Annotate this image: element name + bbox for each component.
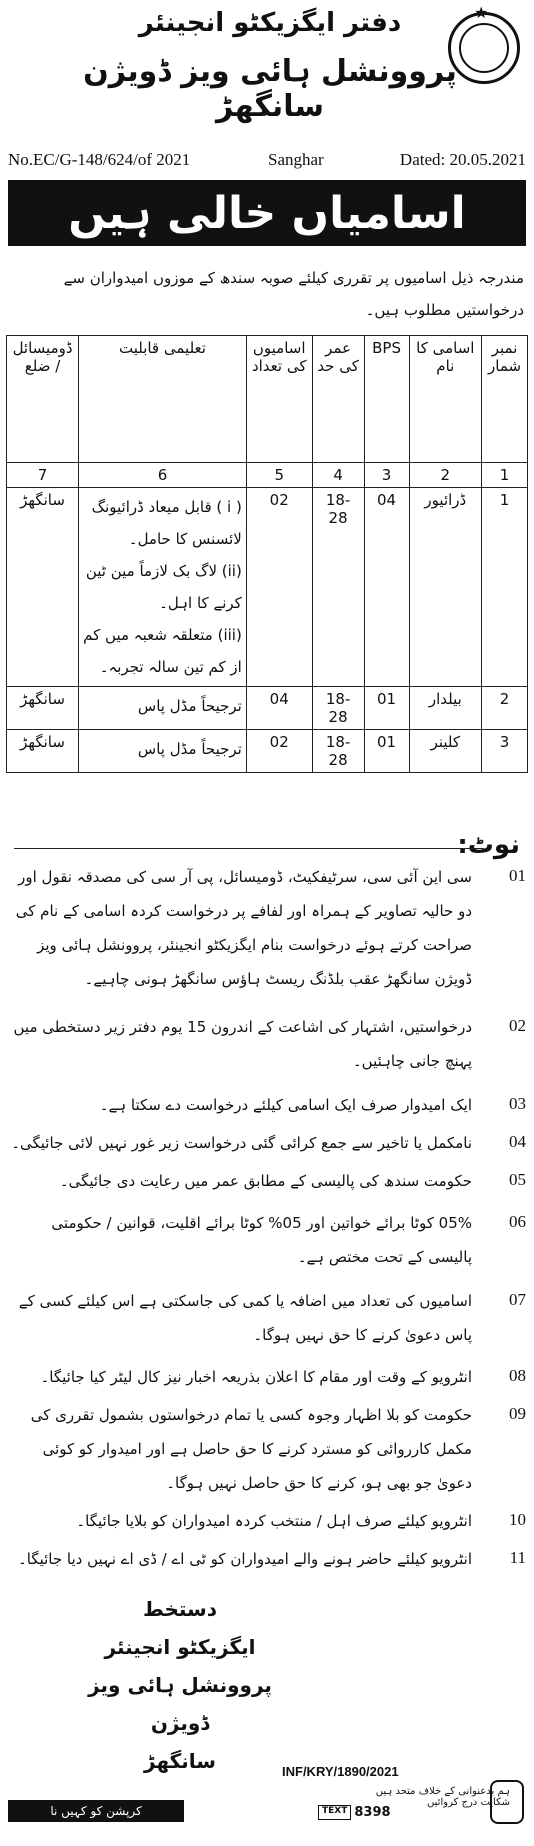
row-bps: 04 xyxy=(364,488,409,687)
header-qualification: تعلیمی قابلیت xyxy=(79,336,247,463)
column-number: 1 xyxy=(482,463,528,488)
row-count: 02 xyxy=(246,488,312,687)
note-text: انٹرویو کیلئے صرف اہل / منتخب کردہ امیدواران کو بلایا جائیگا۔ xyxy=(76,1512,472,1530)
notice-small-print: شکایت درج کروائیں xyxy=(427,1797,510,1808)
signature-division: پروونشل ہائی ویز ڈویژن xyxy=(88,1673,272,1735)
mascot-icon xyxy=(490,1780,524,1824)
note-item xyxy=(10,1398,526,1500)
note-item xyxy=(10,1088,526,1122)
row-bps: 01 xyxy=(364,687,409,730)
note-item xyxy=(10,1010,526,1078)
intro-text: مندرجہ ذیل اسامیوں پر تقرری کیلئے صوبہ سندھ کے موزوں امیدواران سے درخواستیں مطلوب ہیں۔ xyxy=(63,269,524,319)
note-text: درخواستیں، اشتہار کی اشاعت کے اندرون 15 یوم دفتر زیر دستخطی میں پہنچ جانی چاہئیں۔ xyxy=(13,1018,472,1070)
note-text: حکومت کو بلا اظہار وجوہ کسی یا تمام درخواستوں بشمول تقرری کی مکمل کارروائی کو مسترد کرنے کا حق حاصل ہے اور امیدوار کو کوئی دعویٰ جو بھی ہو، کرنے کا حق حاصل نہیں ہوگا۔ xyxy=(30,1406,472,1492)
row-qualification xyxy=(79,488,247,687)
division-title: پروونشل ہائی ویز ڈویژن سانگھڑ xyxy=(83,54,457,124)
office-title: دفتر ایگزیکٹو انجینئر xyxy=(138,8,402,38)
row-serial: 3 xyxy=(482,730,528,773)
note-text: ایک امیدوار صرف ایک اسامی کیلئے درخواست دے سکتا ہے۔ xyxy=(99,1096,472,1114)
note-text: حکومت سندھ کی پالیسی کے مطابق عمر میں رعایت دی جائیگی۔ xyxy=(59,1172,472,1190)
row-age: 18-28 xyxy=(312,687,364,730)
note-item xyxy=(10,860,526,996)
row-qualification: ترجیحاً مڈل پاس xyxy=(79,730,247,773)
row-age: 18-28 xyxy=(312,488,364,687)
note-item xyxy=(10,1284,526,1352)
note-text: اسامیوں کی تعداد میں اضافہ یا کمی کی جاسکتی ہے اس کیلئے کسی کے پاس دعویٰ کرنے کا حق نہیں ہوگا۔ xyxy=(18,1292,472,1344)
note-number: 03 xyxy=(509,1094,526,1113)
qualification-item: ( i ) قابل میعاد ڈرائیونگ لائسنس کا حامل۔ xyxy=(91,498,242,548)
row-count: 04 xyxy=(246,687,312,730)
star-icon: ★ xyxy=(474,3,489,22)
note-number: 07 xyxy=(509,1290,526,1309)
note-number: 10 xyxy=(509,1510,526,1529)
text-tag: TEXT xyxy=(318,1805,351,1820)
note-text: انٹرویو کیلئے حاضر ہونے والے امیدواران کو ٹی اے / ڈی اے نہیں دیا جائیگا۔ xyxy=(17,1550,472,1568)
note-item xyxy=(10,1206,526,1274)
row-post: کلینر xyxy=(409,730,482,773)
column-number: 2 xyxy=(409,463,482,488)
row-bps: 01 xyxy=(364,730,409,773)
row-age: 18-28 xyxy=(312,730,364,773)
row-post: ڈرائیور xyxy=(409,488,482,687)
signature-designation: ایگزیکٹو انجینئر xyxy=(104,1635,256,1659)
header-domicile: ڈومیسائل / ضلع xyxy=(7,336,79,463)
note-text: 05% کوٹا برائے خواتین اور 05% کوٹا برائے اقلیت، قوانین / حکومتی پالیسی کے تحت مختص ہے۔ xyxy=(51,1214,472,1266)
signature-label: دستخط xyxy=(143,1597,217,1621)
row-qualification: ترجیحاً مڈل پاس xyxy=(79,687,247,730)
row-count: 02 xyxy=(246,730,312,773)
reference-place: Sanghar xyxy=(268,150,324,169)
sms-number: 8398 xyxy=(354,1805,391,1820)
note-number: 11 xyxy=(509,1548,526,1567)
inf-reference: INF/KRY/1890/2021 xyxy=(282,1764,399,1779)
row-serial: 2 xyxy=(482,687,528,730)
reference-date: Dated: 20.05.2021 xyxy=(399,150,526,169)
column-number: 4 xyxy=(312,463,364,488)
note-item xyxy=(10,1126,526,1160)
reference-line xyxy=(8,150,526,174)
seal-inner-ring xyxy=(459,3,509,73)
note-text: سی این آئی سی، سرٹیفکیٹ، ڈومیسائل، پی آر سی کی مصدقہ نقول اور دو حالیہ تصاویر کے ہمراہ اور لفافے پر درخواست کردہ اسامی کے نام کی صراحت کرتے ہوئے درخواست بنام ایگزیکٹو انجینئر، پروونشل ہائی ویز ڈویژن سانگھڑ عقب بلڈنگ ریسٹ ہاؤس سانگھڑ ہونی چاہیے۔ xyxy=(15,868,472,988)
header-post: اسامی کا نام xyxy=(409,336,482,463)
header-age: عمر کی حد xyxy=(312,336,364,463)
row-domicile: سانگھڑ xyxy=(7,488,79,687)
header-bps: BPS xyxy=(364,336,409,463)
column-number: 5 xyxy=(246,463,312,488)
header-count: اسامیوں کی تعداد xyxy=(246,336,312,463)
note-number: 05 xyxy=(509,1170,526,1189)
sms-info xyxy=(318,1805,391,1820)
note-number: 02 xyxy=(509,1016,526,1035)
table-row xyxy=(7,687,528,730)
sindh-government-seal-icon xyxy=(448,3,520,84)
note-item xyxy=(10,1164,526,1198)
column-number: 7 xyxy=(7,463,79,488)
notes-label: نوٹ: xyxy=(457,830,520,860)
note-text: نامکمل یا تاخیر سے جمع کرائی گئی درخواست زیر غور نہیں لائی جائیگی۔ xyxy=(11,1134,472,1152)
row-domicile: سانگھڑ xyxy=(7,687,79,730)
signature-city: سانگھڑ xyxy=(144,1749,216,1773)
note-item xyxy=(10,1360,526,1394)
table-header-row xyxy=(7,336,528,463)
table-row xyxy=(7,488,528,687)
notice-slogan: ہم بدعنوانی کے خلاف متحد ہیں xyxy=(375,1786,510,1797)
qualification-item: (ii) لاگ بک لازماً مین ٹین کرنے کا اہل۔ xyxy=(85,562,242,612)
row-post: بیلدار xyxy=(409,687,482,730)
vacancy-table xyxy=(6,335,528,773)
qualification-item: (iii) متعلقہ شعبہ میں کم از کم تین سالہ تجربہ۔ xyxy=(83,626,242,676)
table-row xyxy=(7,730,528,773)
table-number-row xyxy=(7,463,528,488)
anti-corruption-slogan: کرپشن کو کہیں نا xyxy=(8,1800,184,1822)
note-number: 06 xyxy=(509,1212,526,1231)
row-domicile: سانگھڑ xyxy=(7,730,79,773)
note-number: 01 xyxy=(509,866,526,885)
column-number: 6 xyxy=(79,463,247,488)
vacancies-banner: اسامیاں خالی ہیں xyxy=(8,180,526,246)
row-serial: 1 xyxy=(482,488,528,687)
column-number: 3 xyxy=(364,463,409,488)
note-text: انٹرویو کے وقت اور مقام کا اعلان بذریعہ اخبار نیز کال لیٹر کیا جائیگا۔ xyxy=(40,1368,472,1386)
note-item xyxy=(10,1504,526,1538)
header-serial: نمبر شمار xyxy=(482,336,528,463)
note-number: 09 xyxy=(509,1404,526,1423)
note-number: 04 xyxy=(509,1132,526,1151)
notes-divider xyxy=(14,848,484,849)
note-number: 08 xyxy=(509,1366,526,1385)
note-item xyxy=(10,1542,526,1576)
signature-block xyxy=(60,1590,300,1780)
reference-number: No.EC/G-148/624/of 2021 xyxy=(8,150,191,169)
